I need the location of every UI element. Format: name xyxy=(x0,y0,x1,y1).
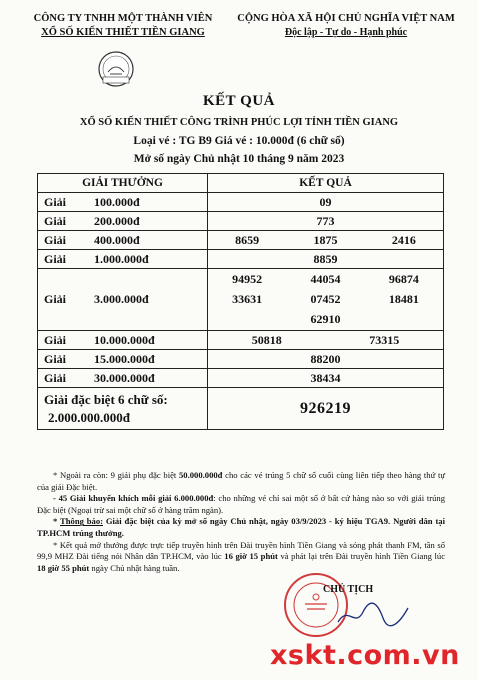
prize-amount: 10.000.000đ xyxy=(94,332,155,347)
prize-label: Giải xyxy=(44,251,67,266)
result-number: 773 xyxy=(316,213,335,228)
header-result: KẾT QUẢ xyxy=(208,174,444,193)
table-row xyxy=(38,331,444,350)
result-number: 07452 xyxy=(310,292,341,306)
result-table xyxy=(37,173,444,430)
result-number: 09 xyxy=(319,194,332,209)
company-name-line1: CÔNG TY TNHH MỘT THÀNH VIÊN xyxy=(33,13,213,24)
prize-label: Giải xyxy=(44,370,67,385)
header-prize: GIẢI THƯỞNG xyxy=(38,174,208,193)
result-number: 88200 xyxy=(310,351,341,366)
result-number: 50818 xyxy=(251,332,282,347)
prize-label: Giải xyxy=(44,332,67,347)
ticket-info: Loại vé : TG B9 Giá vé : 10.000đ (6 chữ số) xyxy=(133,135,345,147)
note-sub-prizes: * Ngoài ra còn: 9 giải phụ đặc biệt 50.000.000đ cho các vé trúng 5 chữ số cuối cùng liên tiếp theo hàng thứ tự của giải Đặc biệt. xyxy=(37,470,445,492)
prize-label: Giải xyxy=(44,213,67,228)
notes-section xyxy=(37,470,445,574)
company-name-line2: XỔ SỐ KIẾN THIẾT TIỀN GIANG xyxy=(41,27,205,38)
prize-amount: 100.000đ xyxy=(94,194,140,209)
special-prize-row xyxy=(38,388,444,430)
special-result-number: 926219 xyxy=(208,388,444,430)
prize-amount: 200.000đ xyxy=(94,213,140,228)
result-number: 2416 xyxy=(391,232,416,247)
table-row xyxy=(38,350,444,369)
result-number: 96874 xyxy=(388,272,419,286)
note-broadcast: * Kết quả mở thưởng được trực tiếp truyền hình trên Đài truyền hình Tiền Giang và sóng phát thanh FM, tần số 99,9 MHZ Đài tiếng nói Nhân dân TP.HCM, vào lúc 16 giờ 15 phút và phát lại trên Đài truyền hình Tiền Giang lúc 18 giờ 55 phút ngày Chủ nhật hàng tuần. xyxy=(37,539,446,573)
state-header xyxy=(226,12,466,40)
company-header xyxy=(28,12,218,40)
note-announcement: * Thông báo: Giải đặc biệt của kỳ mở số ngày Chủ nhật, ngày 03/9/2023 - ký hiệu TGA9. Người dân tại TP.HCM trúng thưởng. xyxy=(37,516,445,538)
table-row xyxy=(38,269,444,331)
table-row xyxy=(38,250,444,269)
table-header-row xyxy=(38,174,444,193)
prize-label: Giải xyxy=(44,232,67,247)
special-prize-label: Giải đặc biệt 6 chữ số: xyxy=(44,391,168,407)
result-number: 1875 xyxy=(313,232,338,247)
prize-label: Giải xyxy=(44,351,67,366)
signer-title: CHỦ TỊCH xyxy=(323,584,374,595)
result-number: 73315 xyxy=(369,332,400,347)
prize-amount: 15.000.000đ xyxy=(94,351,155,366)
result-number: 38434 xyxy=(310,370,341,385)
prize-amount: 400.000đ xyxy=(94,232,140,247)
prize-amount: 3.000.000đ xyxy=(94,292,149,306)
document-title: KẾT QUẢ xyxy=(203,93,275,109)
table-row xyxy=(38,231,444,250)
table-row xyxy=(38,212,444,231)
result-number: 33631 xyxy=(232,292,263,306)
note-consolation-prizes: - 45 Giải khuyến khích mỗi giải 6.000.000đ: cho những vé chỉ sai một số ở bất cứ hàng nào so với giải trúng Đặc biệt (Ngoại trừ sai một chữ số ở hàng trăm ngàn). xyxy=(37,493,445,515)
document-subtitle: XỔ SỐ KIẾN THIẾT CÔNG TRÌNH PHÚC LỢI TỈNH TIỀN GIANG xyxy=(79,117,399,128)
result-number: 94952 xyxy=(232,272,263,286)
table-row xyxy=(38,193,444,212)
prize-amount: 30.000.000đ xyxy=(94,370,155,385)
special-prize-amount: 2.000.000.000đ xyxy=(48,409,130,425)
result-number: 18481 xyxy=(388,292,419,306)
table-row xyxy=(38,369,444,388)
result-number: 62910 xyxy=(310,312,341,326)
draw-date: Mở số ngày Chủ nhật 10 tháng 9 năm 2023 xyxy=(133,153,345,165)
company-logo-icon xyxy=(97,50,135,88)
result-number: 8859 xyxy=(313,251,338,266)
prize-label: Giải xyxy=(44,194,67,209)
prize-amount: 1.000.000đ xyxy=(94,251,149,266)
site-watermark: xskt.com.vn xyxy=(270,640,460,671)
result-number: 8659 xyxy=(235,232,260,247)
state-motto: Độc lập - Tự do - Hạnh phúc xyxy=(284,27,408,38)
prize-label: Giải xyxy=(44,292,67,306)
signature-icon xyxy=(333,600,413,630)
state-name: CỘNG HÒA XÃ HỘI CHỦ NGHĨA VIỆT NAM xyxy=(237,13,455,24)
result-number: 44054 xyxy=(310,272,341,286)
